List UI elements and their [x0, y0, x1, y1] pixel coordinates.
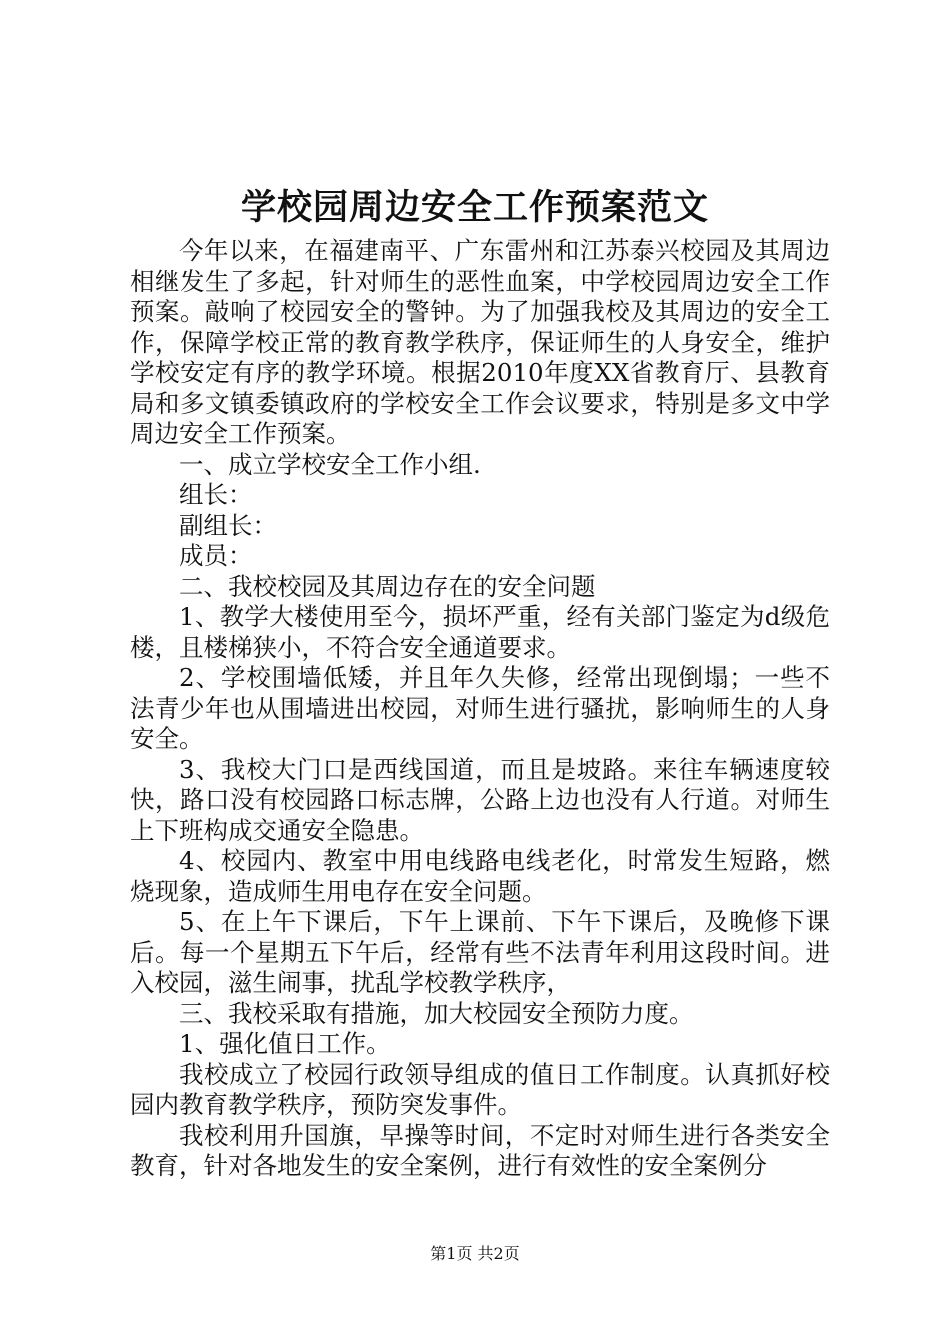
document-title: 学校园周边安全工作预案范文 [240, 187, 709, 228]
measure-heading-1: 1、强化值日工作。 [179, 1029, 391, 1058]
document-body [130, 236, 830, 1182]
measure-paragraph-1: 我校成立了校园行政领导组成的值日工作制度。认真抓好校园内教育教学秩序，预防突发事件。 [130, 1059, 830, 1119]
section-heading-3: 三、我校采取有措施，加大校园安全预防力度。 [179, 998, 694, 1028]
measure-paragraph-2: 我校利用升国旗，早操等时间，不定时对师生进行各类安全教育，针对各地发生的安全案例，进行有效性的安全案例分 [130, 1120, 830, 1180]
deputy-leader-line: 副组长： [179, 510, 277, 540]
section-heading-2: 二、我校校园及其周边存在的安全问题 [179, 571, 596, 601]
members-line: 成员： [179, 541, 253, 570]
problem-item-2: 2、学校围墙低矮，并且年久失修，经常出现倒塌；一些不法青少年也从围墙进出校园，对师生进行骚扰，影响师生的人身安全。 [130, 663, 830, 753]
problem-item-1: 1、教学大楼使用至今，损坏严重，经有关部门鉴定为d级危楼，且楼梯狭小，不符合安全通道要求。 [130, 602, 830, 662]
problem-item-5: 5、在上午下课后，下午上课前、下午下课后，及晚修下课后。每一个星期五下午后，经常有些不法青年利用这段时间。进入校园，滋生闹事，扰乱学校教学秩序， [130, 907, 830, 997]
group-leader-line: 组长： [179, 480, 253, 509]
paragraph-intro: 今年以来，在福建南平、广东雷州和江苏泰兴校园及其周边相继发生了多起，针对师生的恶性血案，中学校园周边安全工作预案。敲响了校园安全的警钟。为了加强我校及其周边的安全工作，保障学校正常的教育教学秩序，保证师生的人身安全，维护学校安定有序的教学环境。根据2010年度XX省教育厅、县教育局和多文镇委镇政府的学校安全工作会议要求，特别是多文中学周边安全工作预案。 [130, 236, 830, 448]
section-heading-1: 一、成立学校安全工作小组. [179, 449, 481, 479]
problem-item-4: 4、校园内、教室中用电线路电线老化，时常发生短路，燃烧现象，造成师生用电存在安全问题。 [130, 846, 830, 906]
problem-item-3: 3、我校大门口是西线国道，而且是坡路。来往车辆速度较快，路口没有校园路口标志牌，公路上边也没有人行道。对师生上下班构成交通安全隐患。 [130, 754, 830, 845]
page-footer: 第1页 共2页 [430, 1244, 520, 1263]
